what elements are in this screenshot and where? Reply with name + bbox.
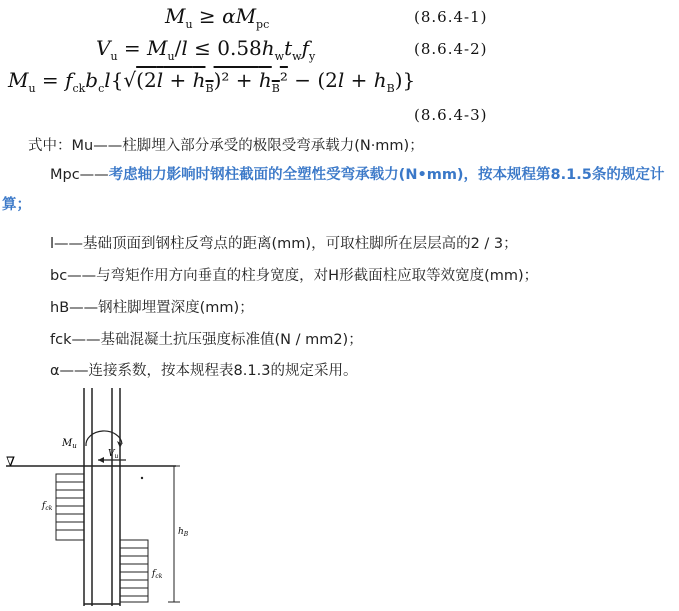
mu-definition: Mu——柱脚埋入部分承受的极限受弯承载力(N·mm)； (71, 138, 424, 154)
mpc-highlight: 考虑轴力影响时钢柱截面的全塑性受弯承载力(N•mm)，按本规程第8.1.5条的规定计算； (2, 167, 665, 213)
definition-alpha: α——连接系数，按本规程表8.1.3的规定采用。 (50, 363, 358, 379)
definition-bc: bc——与弯矩作用方向垂直的柱身宽度，对H形截面柱应取等效宽度(mm)； (50, 268, 539, 284)
definition-hb: hB——钢柱脚埋置深度(mm)； (50, 300, 254, 316)
ground-symbol-icon: ∇ (6, 455, 16, 470)
fck-left-label: $f_{ck}$ (42, 501, 53, 512)
hb-label: $h_B$ (178, 527, 189, 538)
definition-fck: fck——基础混凝土抗压强度标准值(N / mm2)； (50, 332, 363, 348)
fck-right-label: $f_{ck}$ (152, 569, 163, 580)
equation-8-6-4-1: $M_u \ge \alpha M_{pc}$ (165, 4, 270, 31)
equation-number: (8.6.4-1) (414, 8, 488, 26)
mpc-term: Mpc—— (50, 167, 109, 183)
mu-label: $M_u$ (62, 438, 77, 450)
equation-number: (8.6.4-3) (414, 106, 488, 124)
equation-8-6-4-2: $V_u = M_u/l \le 0.58h_wt_wf_y$ (96, 36, 316, 63)
definition-l: l——基础顶面到钢柱反弯点的距离(mm)，可取柱脚所在层层高的2 / 3； (50, 236, 518, 252)
vu-label: $V_u$ (108, 449, 119, 460)
equation-number: (8.6.4-2) (414, 40, 488, 58)
intro-label: 式中： (28, 138, 72, 154)
equation-8-6-4-3: $M_u = f_{ck}b_cl\{√(2l + h_B)^2 + h_B^2 - (2l + h_B)\}$ (8, 68, 416, 95)
